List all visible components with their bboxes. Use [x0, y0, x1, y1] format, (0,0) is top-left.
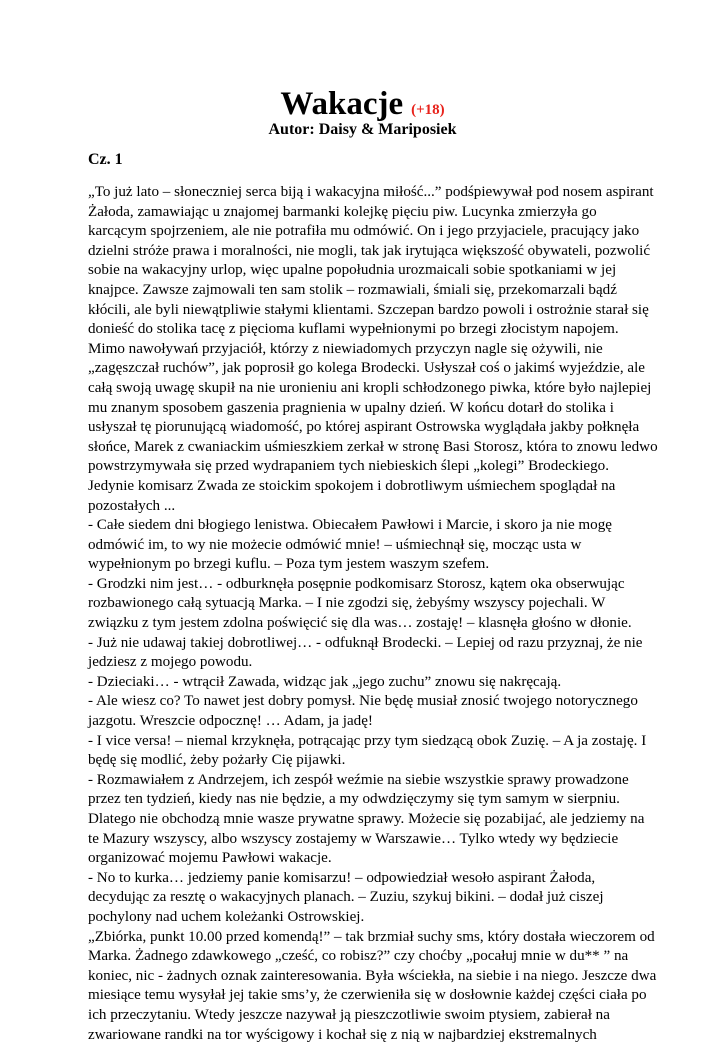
text-line: kłócili, ale byli niewątpliwie stałymi klientami. Szczepan bardzo powoli i ostrożnie starał się — [88, 301, 649, 318]
text-line: odmówić im, to wy nie możecie odmówić mnie! – uśmiechnął się, mocząc usta w — [88, 536, 582, 553]
text-line: jazgotu. Wreszcie odpocznę! … Adam, ja jadę! — [88, 713, 373, 730]
text-line: miesiące temu wysyłał jej takie sms’y, że czerwieniła się w dosłownie każdej części ciała po — [88, 987, 647, 1004]
text-line: - Już nie udawaj takiej dobrotliwej… - odfuknął Brodecki. – Lepiej od razu przyznaj, że nie — [88, 634, 643, 651]
text-line: „Zbiórka, punkt 10.00 przed komendą!” – tak brzmiał suchy sms, który dostała wieczorem od — [88, 928, 655, 945]
text-line: pochylony nad uchem koleżanki Ostrowskiej. — [88, 908, 365, 925]
text-line: organizować mojemu Pawłowi wakacje. — [88, 850, 332, 867]
text-line: „zagęszczał ruchów”, jak poprosił go kolega Brodecki. Usłyszał coś o jakimś wyjeździe, ale — [88, 360, 646, 377]
text-line: - I vice versa! – niemal krzyknęła, potrącając przy tym siedzącą obok Zuzię. – A ja zostaję. I — [88, 732, 647, 749]
text-line: powstrzymywała się przed wydrapaniem tych niebieskich ślepi „kolegi” Brodeckiego. — [88, 458, 609, 475]
document-title: Wakacje — [280, 86, 404, 122]
text-line: decydując za resztę o wakacyjnych planach. – Zuziu, szykuj bikini. – dodał już ciszej — [88, 889, 604, 906]
chapter-heading: Cz. 1 — [88, 151, 123, 168]
text-line: - Dzieciaki… - wtrącił Zawada, widząc jak „jego zuchu” znowu się nakręcają. — [88, 673, 562, 690]
text-line: przez ten tydzień, kiedy nas nie będzie, a my odwdzięczymy się tym samym w sierpniu. — [88, 791, 620, 808]
text-line: te Mazury wszyscy, albo wszyscy zostajemy w Warszawie… Tylko wtedy wy będziecie — [88, 830, 619, 847]
text-line: usłyszał tę piorunującą wiadomość, po której aspirant Ostrowska wyglądała jakby połknęła — [88, 419, 640, 436]
text-line: - Grodzki nim jest… - odburknęła posępnie podkomisarz Storosz, kątem oka obserwując — [88, 575, 625, 592]
text-line: - No to kurka… jedziemy panie komisarzu! – odpowiedział wesoło aspirant Żałoda, — [88, 869, 596, 886]
text-line: Jedynie komisarz Zwada ze stoickim spokojem i dobrotliwym uśmiechem spoglądał na — [88, 477, 616, 494]
text-line: będę się modlić, żeby pożarły Cię pijawki. — [88, 752, 346, 769]
text-line: donieść do stolika tacę z pięcioma kuflami wypełnionymi po brzegi złocistym napojem. — [88, 321, 619, 338]
text-line: związku z tym jestem zdolna poświęcić się dla was… zostaję! – klasnęła głośno w dłonie. — [88, 615, 632, 632]
text-line: pozostałych ... — [88, 497, 176, 514]
text-line: wypełnionym po brzegi kuflu. – Poza tym jestem waszym szefem. — [88, 556, 490, 573]
text-line: Mimo nawoływań przyjaciół, którzy z niewiadomych przyczyn nagle się ożywili, nie — [88, 340, 603, 357]
text-line: Dlatego nie obchodzą mnie wasze prywatne sprawy. Możecie się pozabijać, ale jedziemy na — [88, 811, 645, 827]
text-line: rozbawionego całą sytuacją Marka. – I nie zgodzi się, żebyśmy wszyscy pojechali. W — [88, 595, 606, 612]
author-line: Autor: Daisy & Mariposiek — [268, 121, 457, 138]
text-line: karcącym spojrzeniem, ale nie potrafiła mu odmówić. On i jego przyjaciele, pracujący jako — [88, 223, 640, 240]
text-line: - Całe siedem dni błogiego lenistwa. Obiecałem Pawłowi i Marcie, i skoro ja nie mogę — [88, 517, 612, 534]
text-line: zwariowane randki na tor wyścigowy i kochał się z nią w najbardziej ekstremalnych — [88, 1026, 597, 1043]
text-line: „To już lato – słoneczniej serca biją i wakacyjna miłość...” podśpiewywał pod nosem aspirant — [88, 184, 654, 200]
text-line: sobie na wakacyjny urlop, więc upalne popołudnia urozmaicali sobie spotkaniami w jej — [88, 262, 617, 279]
text-line: Żałoda, zamawiając u znajomej barmanki kolejkę pięciu piw. Lucynka zmierzyła go — [88, 203, 597, 220]
text-line: mu znanym sposobem gaszenia pragnienia w upalny dzień. W końcu dotarł do stolika i — [88, 399, 614, 416]
text-line: całą swoją uwagę skupił na nie uronieniu ani kropli schłodzonego piwka, które było najlepiej — [88, 379, 652, 396]
text-line: Marka. Żadnego zdawkowego „cześć, co robisz?” czy choćby „pocałuj mnie w du** ” na — [88, 948, 629, 965]
text-line: dzielni stróże prawa i moralności, nie mogli, tak jak irytująca większość obywateli, pozwolić — [88, 242, 651, 259]
text-line: - Rozmawiałem z Andrzejem, ich zespół weźmie na siebie wszystkie sprawy prowadzone — [88, 771, 629, 788]
story-body — [88, 183, 658, 1045]
text-line: słońce, Marek z cwaniackim uśmieszkiem zerkał w stronę Basi Storosz, która to znowu ledwo — [88, 438, 658, 455]
age-rating-badge: (+18) — [411, 102, 445, 118]
text-line: jedziesz z mojego powodu. — [88, 654, 253, 671]
text-line: knajpce. Zawsze zajmowali ten sam stolik – rozmawiali, śmiali się, przekomarzali bądź — [88, 281, 617, 298]
text-line: ich przeczytaniu. Wtedy jeszcze nazywał ją pieszczotliwie swoim ptysiem, zabierał na — [88, 1006, 610, 1023]
text-line: koniec, nic - żadnych oznak zainteresowania. Była wściekła, na siebie i na niego. Jeszcze dwa — [88, 967, 657, 984]
text-line: - Ale wiesz co? To nawet jest dobry pomysł. Nie będę musiał znosić twojego notorycznego — [88, 693, 638, 710]
